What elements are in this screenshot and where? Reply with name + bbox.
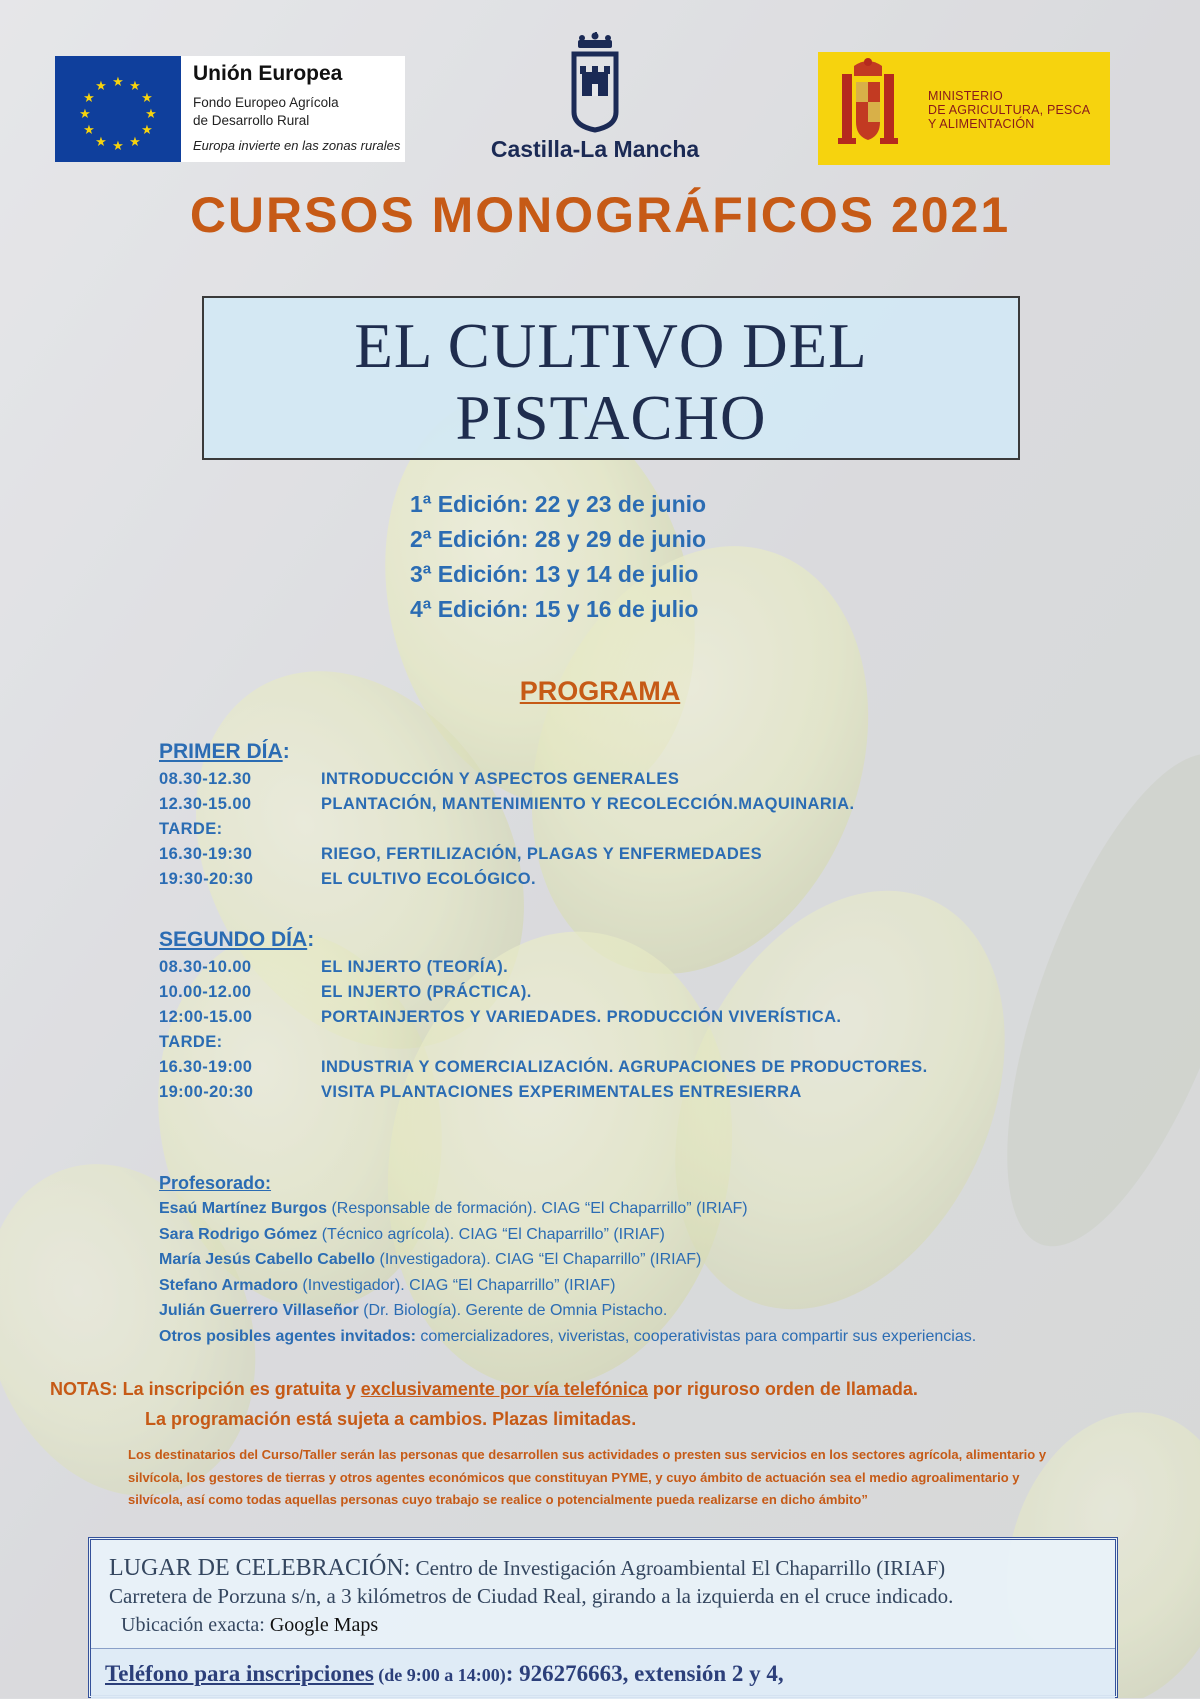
teacher-item: Stefano Armadoro (Investigador). CIAG “El Chaparrillo” (IRIAF) [159,1276,616,1294]
teacher-item: Otros posibles agentes invitados: comercializadores, viveristas, cooperativistas para compartir sus experiencias. [159,1327,977,1345]
schedule-row: 12:00-15.00 PORTAINJERTOS Y VARIEDADES. PRODUCCIÓN VIVERÍSTICA. [159,1008,842,1026]
course-title-box [202,296,1020,460]
schedule-row: TARDE: [159,1033,223,1051]
eu-motto: Europa invierte en las zonas rurales [193,138,401,153]
svg-text:★: ★ [129,135,141,150]
schedule-row: 08.30-12.30 INTRODUCCIÓN Y ASPECTOS GENERALES [159,770,680,788]
castilla-la-mancha-logo [480,32,710,167]
svg-text:★: ★ [79,107,91,122]
page-title: CURSOS MONOGRÁFICOS 2021 [189,187,1011,243]
lugar-text: LUGAR DE CELEBRACIÓN: Centro de Investigación Agroambiental El Chaparrillo (IRIAF) Carretera de Porzuna s/n, a 3 kilómetros de Ciudad Real, girando a la izquierda en el cruce indicado. [109,1555,954,1608]
teacher-item: Julián Guerrero Villaseñor (Dr. Biología). Gerente de Omnia Pistacho. [159,1302,668,1319]
eu-feader-logo [55,56,405,162]
schedule-row: 16.30-19:30 RIEGO, FERTILIZACIÓN, PLAGAS Y ENFERMEDADES [159,845,763,863]
teacher-item: María Jesús Cabello Cabello (Investigadora). CIAG “El Chaparrillo” (IRIAF) [159,1251,702,1268]
schedule-row: 19:00-20:30 VISITA PLANTACIONES EXPERIMENTALES ENTRESIERRA [159,1083,802,1101]
svg-text:★: ★ [129,79,141,94]
edition-item: 1ª Edición: 22 y 23 de junio [410,491,707,517]
day1-schedule [159,737,854,892]
schedule-row: 12.30-15.00 PLANTACIÓN, MANTENIMIENTO Y RECOLECCIÓN.MAQUINARIA. [159,795,855,813]
edition-item: 4ª Edición: 15 y 16 de julio [410,596,699,622]
teacher-item: Sara Rodrigo Gómez (Técnico agrícola). CIAG “El Chaparrillo” (IRIAF) [159,1225,665,1243]
edition-item: 3ª Edición: 13 y 14 de julio [410,561,699,587]
svg-text:★: ★ [112,139,124,154]
teacher-item: Esaú Martínez Burgos (Responsable de formación). CIAG “El Chaparrillo” (IRIAF) [159,1200,748,1217]
profesorado-section [159,1170,976,1349]
google-maps-link[interactable]: Google Maps [264,1614,379,1636]
schedule-row: 08.30-10.00 EL INJERTO (TEORÍA). [159,958,509,976]
day2-schedule [159,925,928,1105]
telefono-text: Teléfono para inscripciones (de 9:00 a 14:00): 926276663, extensión 2 y 4, [105,1661,784,1686]
editions-list [410,487,706,627]
eu-title: Unión Europea [193,62,343,85]
destinatarios-text: Los destinatarios del Curso/Taller serán las personas que desarrollen sus actividades o presten sus servicios en los sectores agrícola, alimentario y silvícola, los gestores de tierras y otros agentes económicos que constituyan PYME, y cuyo ámbito de actuación sea el medio agroalimentario y silvícola, así como todas aquellas personas cuyo trabajo se realice o potencialmente pueda realizarse en dicho ámbito” [128,1447,1047,1507]
day1-title: PRIMER DÍA: [159,740,290,763]
ministry-logo [818,52,1110,165]
svg-text:★: ★ [112,75,124,90]
svg-text:★: ★ [83,123,95,138]
day2-title: SEGUNDO DÍA: [159,928,315,951]
schedule-row: 10.00-12.00 EL INJERTO (PRÁCTICA). [159,983,532,1001]
ministry-name: MINISTERIO DE AGRICULTURA, PESCA Y ALIMENTACIÓN [928,89,1091,131]
svg-text:★: ★ [145,107,157,122]
notas-section [50,1374,918,1434]
telefono-bar [91,1648,1115,1699]
svg-text:★: ★ [83,91,95,106]
notas-line2: La programación está sujeta a cambios. Plazas limitadas. [145,1409,637,1429]
ubicacion-line: Ubicación exacta: Google Maps [121,1614,379,1636]
svg-text:★: ★ [141,91,153,106]
schedule-row: 19:30-20:30 EL CULTIVO ECOLÓGICO. [159,870,536,888]
castle-crest-icon [480,32,710,136]
profesorado-title: Profesorado: [159,1173,272,1193]
edition-item: 2ª Edición: 28 y 29 de junio [410,526,707,552]
schedule-row: TARDE: [159,820,223,838]
lugar-box [88,1537,1118,1698]
clm-name: Castilla-La Mancha [490,136,700,162]
svg-text:★: ★ [95,135,107,150]
eu-flag-icon [55,56,181,162]
eu-fund-name: Fondo Europeo Agrícola de Desarrollo Rural [193,95,339,128]
spain-coat-of-arms-icon [818,52,918,165]
schedule-row: 16.30-19:00 INDUSTRIA Y COMERCIALIZACIÓN. AGRUPACIONES DE PRODUCTORES. [159,1058,928,1076]
svg-text:★: ★ [95,79,107,94]
course-title: EL CULTIVO DEL PISTACHO [354,311,868,453]
programa-heading: PROGRAMA [519,676,681,706]
svg-text:★: ★ [141,123,153,138]
lugar-address: Carretera de Porzuna s/n, a 3 kilómetros de Ciudad Real, girando a la izquierda en el cruce indicado. [109,1584,954,1608]
notas-line1: NOTAS: La inscripción es gratuita y exclusivamente por vía telefónica por riguroso orden de llamada. [50,1379,918,1399]
